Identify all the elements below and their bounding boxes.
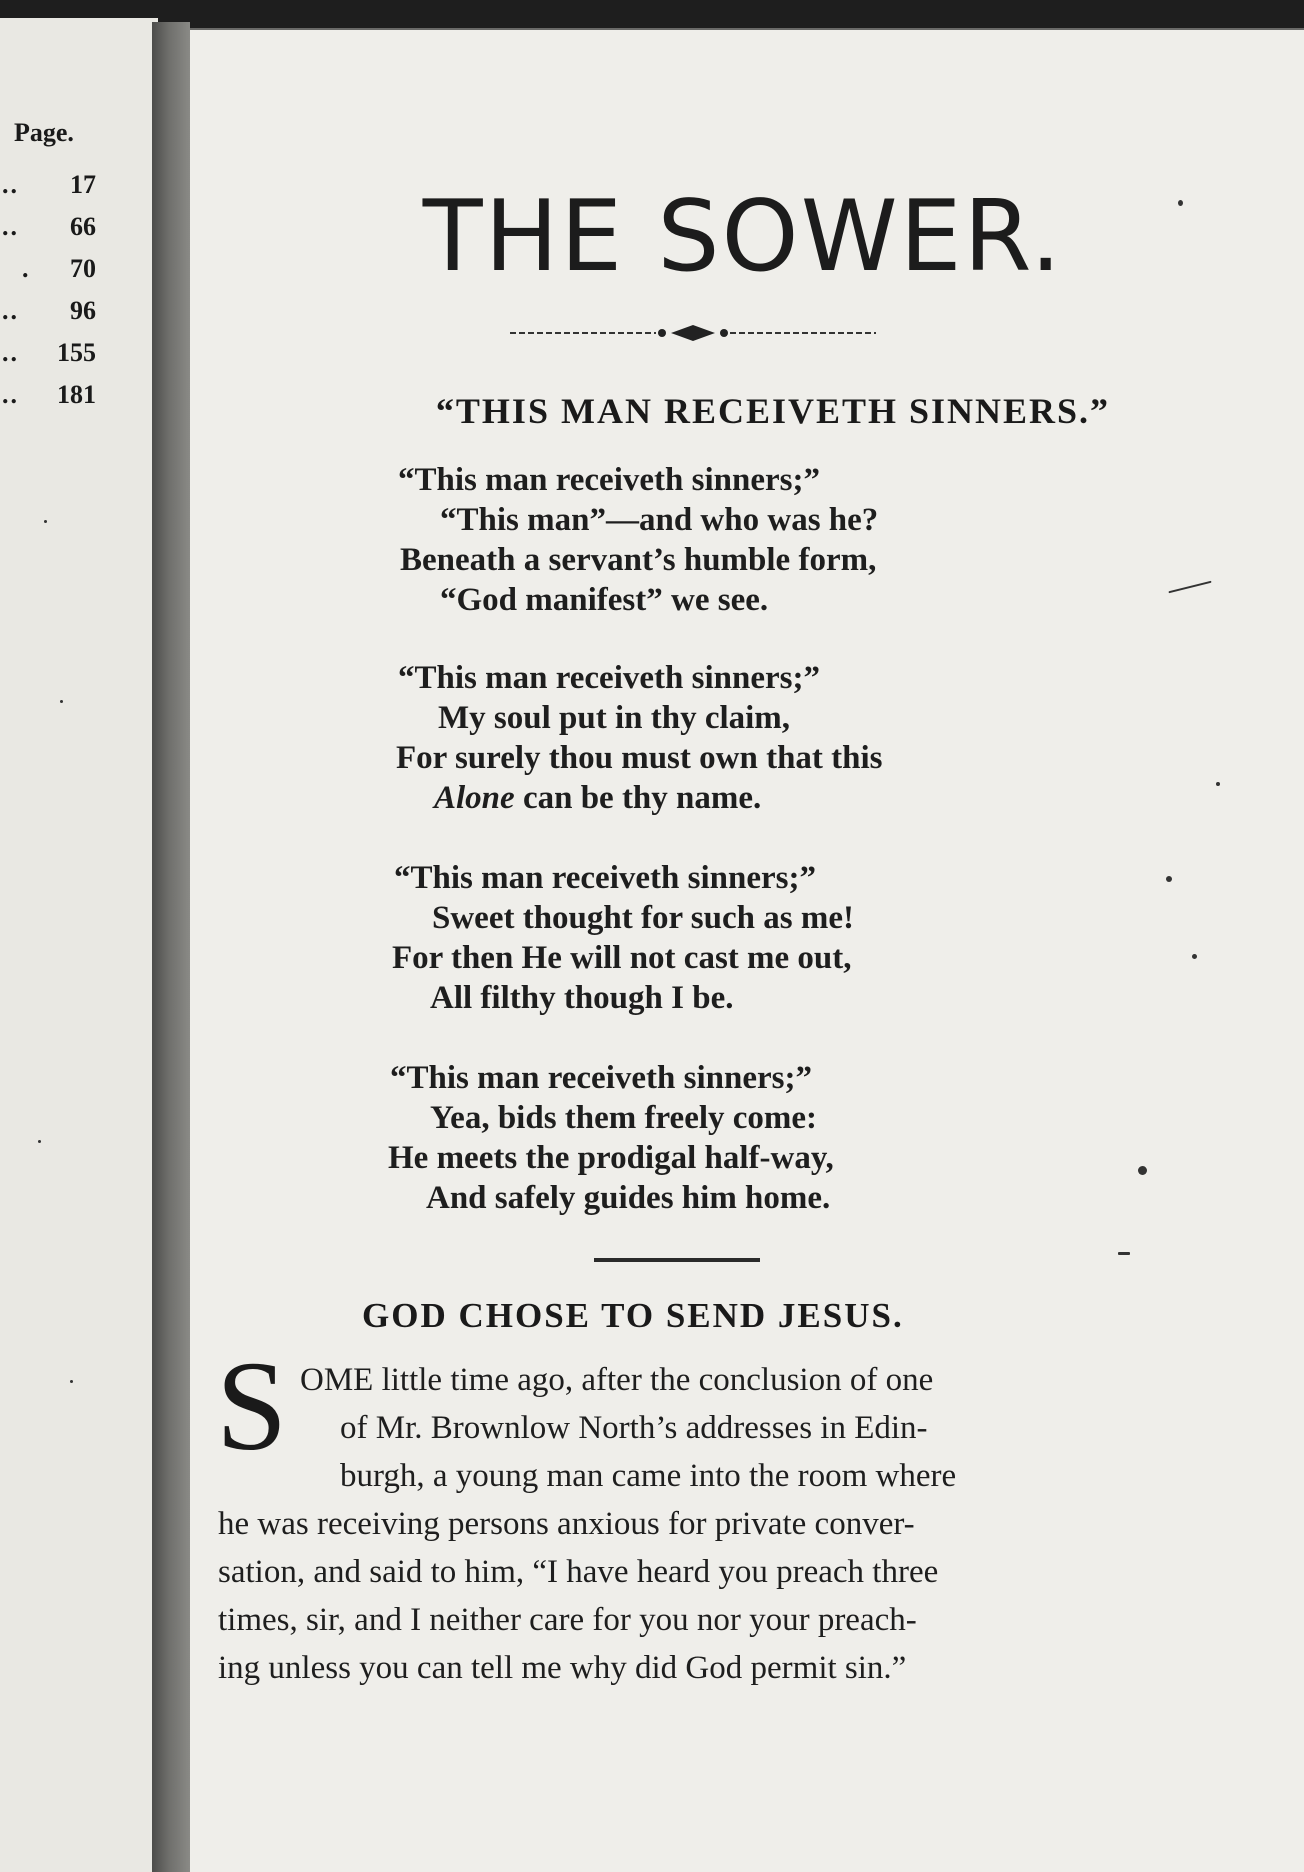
poem-line: Yea, bids them freely come: xyxy=(430,1100,818,1136)
index-page-number: 70 xyxy=(70,254,96,283)
index-row xyxy=(0,338,96,378)
index-row xyxy=(0,380,96,420)
article-line: he was receiving persons anxious for private conver- xyxy=(218,1506,915,1542)
binding-gutter xyxy=(152,22,190,1872)
publication-title: THE SOWER. xyxy=(422,180,1064,294)
drop-cap: S xyxy=(216,1335,288,1477)
article-line: of Mr. Brownlow North’s addresses in Edin- xyxy=(340,1410,928,1446)
poem-line: “This man receiveth sinners;” xyxy=(390,1060,812,1096)
index-leader: . xyxy=(22,254,31,283)
poem-italic-word: Alone xyxy=(434,780,515,816)
index-page-number: 17 xyxy=(70,170,96,199)
article-line: burgh, a young man came into the room where xyxy=(340,1458,957,1494)
index-row xyxy=(0,212,96,252)
poem-line xyxy=(434,780,761,817)
index-leader: .. xyxy=(2,296,19,325)
poem-line: “This man”—and who was he? xyxy=(440,502,879,538)
article-line: OME little time ago, after the conclusion of one xyxy=(300,1362,934,1398)
poem-line-rest: can be thy name. xyxy=(522,780,762,816)
article-heading: GOD CHOSE TO SEND JESUS. xyxy=(362,1296,904,1335)
index-row xyxy=(0,296,96,336)
poem-line: For surely thou must own that this xyxy=(396,740,883,776)
scan-top-edge xyxy=(0,0,1304,28)
index-leader: .. xyxy=(2,170,19,199)
poem-line: And safely guides him home. xyxy=(426,1180,831,1216)
index-page-number: 96 xyxy=(70,296,96,325)
index-page-number: 66 xyxy=(70,212,96,241)
poem-line: For then He will not cast me out, xyxy=(392,940,852,976)
article-line: times, sir, and I neither care for you nor your preach- xyxy=(218,1602,917,1638)
article-line: ing unless you can tell me why did God permit sin.” xyxy=(218,1650,907,1686)
index-page-number: 155 xyxy=(57,338,96,367)
article-line: sation, and said to him, “I have heard you preach three xyxy=(218,1554,939,1590)
index-leader: .. xyxy=(2,380,19,409)
poem-line: “This man receiveth sinners;” xyxy=(398,660,820,696)
poem-line: “This man receiveth sinners;” xyxy=(394,860,816,896)
ornament-divider xyxy=(506,322,880,344)
poem-line: Beneath a servant’s humble form, xyxy=(400,542,877,578)
index-heading: Page. xyxy=(14,118,74,147)
index-row xyxy=(0,170,96,210)
poem-line: “God manifest” we see. xyxy=(440,582,769,618)
index-leader: .. xyxy=(2,338,19,367)
index-leader: .. xyxy=(2,212,19,241)
poem-line: My soul put in thy claim, xyxy=(438,700,791,736)
poem-line: He meets the prodigal half-way, xyxy=(388,1140,834,1176)
index-row xyxy=(0,254,96,294)
poem-line: “This man receiveth sinners;” xyxy=(398,462,820,498)
poem-line: Sweet thought for such as me! xyxy=(432,900,854,936)
index-page-number: 181 xyxy=(57,380,96,409)
section-rule xyxy=(594,1258,760,1262)
poem-heading: “THIS MAN RECEIVETH SINNERS.” xyxy=(435,391,1111,431)
poem-line: All filthy though I be. xyxy=(430,980,734,1016)
